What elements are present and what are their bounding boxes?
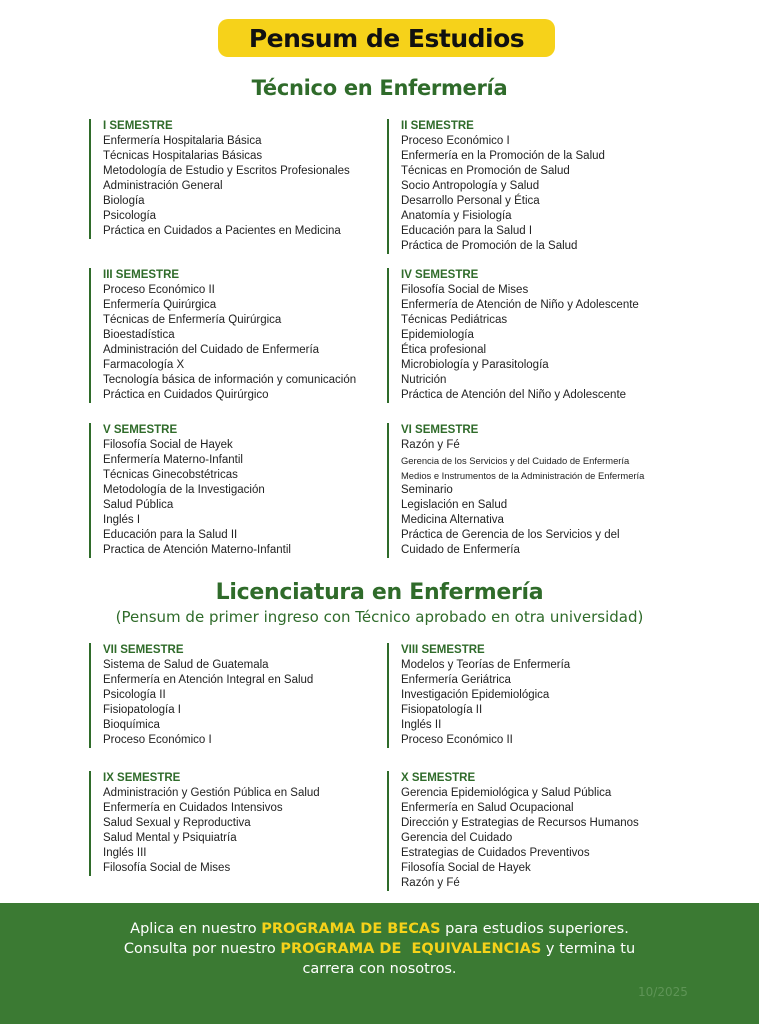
course-list [103,438,291,558]
semester-title: VIII SEMESTRE [401,644,485,656]
course-list [103,658,313,748]
semester-block-3 [89,268,356,403]
footer-text: Aplica en nuestro [130,921,262,937]
semester-block-2 [387,119,605,254]
course-item: Enfermería Quirúrgica [103,299,217,311]
course-item: Enfermería Hospitalaria Básica [103,135,262,147]
course-item: Proceso Económico I [103,734,212,746]
footer-line-3: carrera con nosotros. [302,961,457,977]
course-item: Estrategias de Cuidados Preventivos [401,847,590,859]
course-item: Proceso Económico I [401,135,510,147]
course-item: Administración General [103,180,223,192]
footer-message [0,919,759,979]
course-item: Bioquímica [103,719,160,731]
revision-date: 10/2025 [638,985,688,999]
course-item: Practica de Atención Materno-Infantil [103,544,291,556]
course-item: Proceso Económico II [103,284,215,296]
semester-block-5 [89,423,291,558]
course-item: Enfermería Geriátrica [401,674,511,686]
course-item: Técnicas de Enfermería Quirúrgica [103,314,282,326]
semester-block-7 [89,643,313,748]
semester-title: VI SEMESTRE [401,424,479,436]
course-item: Psicología II [103,689,166,701]
semester-title: IV SEMESTRE [401,269,479,281]
equivalencias-program-highlight: PROGRAMA DE EQUIVALENCIAS [280,941,542,957]
course-item: Gerencia del Cuidado [401,832,513,844]
becas-program-highlight: PROGRAMA DE BECAS [261,921,441,937]
course-item: Salud Pública [103,499,174,511]
course-list [103,134,350,239]
course-list [103,786,320,876]
course-item: Psicología [103,210,157,222]
course-item: Enfermería en Cuidados Intensivos [103,802,283,814]
course-list [401,283,639,403]
course-item: Enfermería en la Promoción de la Salud [401,150,605,162]
course-item: Tecnología básica de información y comunicación [103,374,357,386]
course-item: Salud Mental y Psiquiatría [103,832,237,844]
course-item: Razón y Fé [401,439,460,451]
semester-title: X SEMESTRE [401,772,476,784]
course-item: Razón y Fé [401,877,460,889]
semester-block-6 [387,423,644,558]
page-title: Pensum de Estudios [248,23,525,53]
course-item: Bioestadística [103,329,175,341]
semester-title: I SEMESTRE [103,120,173,132]
licenciatura-title: Licenciatura en Enfermería [215,580,544,605]
semester-block-4 [387,268,639,403]
course-item: Enfermería Materno-Infantil [103,454,243,466]
footer-line-1 [0,919,759,939]
course-item: Modelos y Teorías de Enfermería [401,659,571,671]
semester-title: VII SEMESTRE [103,644,184,656]
course-item: Filosofía Social de Mises [401,284,529,296]
semester-block-1 [89,119,350,239]
course-item: Sistema de Salud de Guatemala [103,659,269,671]
semester-title: III SEMESTRE [103,269,180,281]
course-item: Técnicas en Promoción de Salud [401,165,570,177]
course-item: Seminario [401,484,453,496]
course-item: Biología [103,195,145,207]
course-item: Ética profesional [401,344,487,356]
course-item: Metodología de la Investigación [103,484,265,496]
course-item: Desarrollo Personal y Ética [401,195,540,207]
course-item: Fisiopatología I [103,704,181,716]
course-item: Filosofía Social de Hayek [401,862,531,874]
footer-text: para estudios superiores. [440,921,629,937]
course-item: Gerencia Epidemiológica y Salud Pública [401,787,612,799]
course-item: Administración del Cuidado de Enfermería [103,344,320,356]
course-item: Salud Sexual y Reproductiva [103,817,251,829]
semester-title: IX SEMESTRE [103,772,181,784]
course-item: Nutrición [401,374,447,386]
course-item: Epidemiología [401,329,474,341]
footer-text: y termina tu [541,941,636,957]
course-item: Fisiopatología II [401,704,483,716]
course-item: Administración y Gestión Pública en Salud [103,787,320,799]
course-item: Técnicas Pediátricas [401,314,508,326]
tecnico-title: Técnico en Enfermería [251,76,508,100]
course-list [401,134,605,254]
page-title-badge [218,19,555,57]
course-list [401,786,639,891]
course-item: Enfermería en Atención Integral en Salud [103,674,314,686]
course-item: Filosofía Social de Mises [103,862,231,874]
course-item: Filosofía Social de Hayek [103,439,233,451]
footer-line-2 [0,939,759,959]
course-list [401,658,570,748]
course-item: Gerencia de los Servicios y del Cuidado de Enfermería [401,455,630,466]
course-item: Enfermería de Atención de Niño y Adolescente [401,299,639,311]
course-item: Metodología de Estudio y Escritos Profesionales [103,165,350,177]
course-list [103,283,356,403]
course-item: Dirección y Estrategias de Recursos Humanos [401,817,639,829]
course-item: Socio Antropología y Salud [401,180,540,192]
semester-title: II SEMESTRE [401,120,474,132]
course-item: Práctica en Cuidados Quirúrgico [103,389,269,401]
course-item: Anatomía y Fisiología [401,210,512,222]
footer-banner [0,903,759,1024]
course-item: Microbiología y Parasitología [401,359,549,371]
course-item: Educación para la Salud I [401,225,533,237]
course-item: Técnicas Ginecobstétricas [103,469,238,481]
course-item: Práctica de Promoción de la Salud [401,240,578,252]
course-item: Medios e Instrumentos de la Administración de Enfermería [401,470,645,481]
course-item: Proceso Económico II [401,734,513,746]
course-list [401,438,644,558]
course-item: Legislación en Salud [401,499,508,511]
course-item: Inglés I [103,514,141,526]
semester-block-8 [387,643,570,748]
course-item: Inglés III [103,847,147,859]
course-item: Práctica en Cuidados a Pacientes en Medicina [103,225,341,237]
course-item: Enfermería en Salud Ocupacional [401,802,574,814]
course-item: Medicina Alternativa [401,514,504,526]
semester-block-10 [387,771,639,891]
footer-text: Consulta por nuestro [123,941,281,957]
course-item: Inglés II [401,719,442,731]
course-item: Farmacología X [103,359,185,371]
course-item: Práctica de Gerencia de los Servicios y del [401,529,620,541]
course-item: Educación para la Salud II [103,529,238,541]
course-item: Cuidado de Enfermería [401,544,520,556]
semester-title: V SEMESTRE [103,424,178,436]
course-item: Práctica de Atención del Niño y Adolescente [401,389,627,401]
licenciatura-subtitle: (Pensum de primer ingreso con Técnico aprobado en otra universidad) [115,608,644,626]
course-item: Investigación Epidemiológica [401,689,550,701]
course-item: Técnicas Hospitalarias Básicas [103,150,263,162]
semester-block-9 [89,771,320,876]
